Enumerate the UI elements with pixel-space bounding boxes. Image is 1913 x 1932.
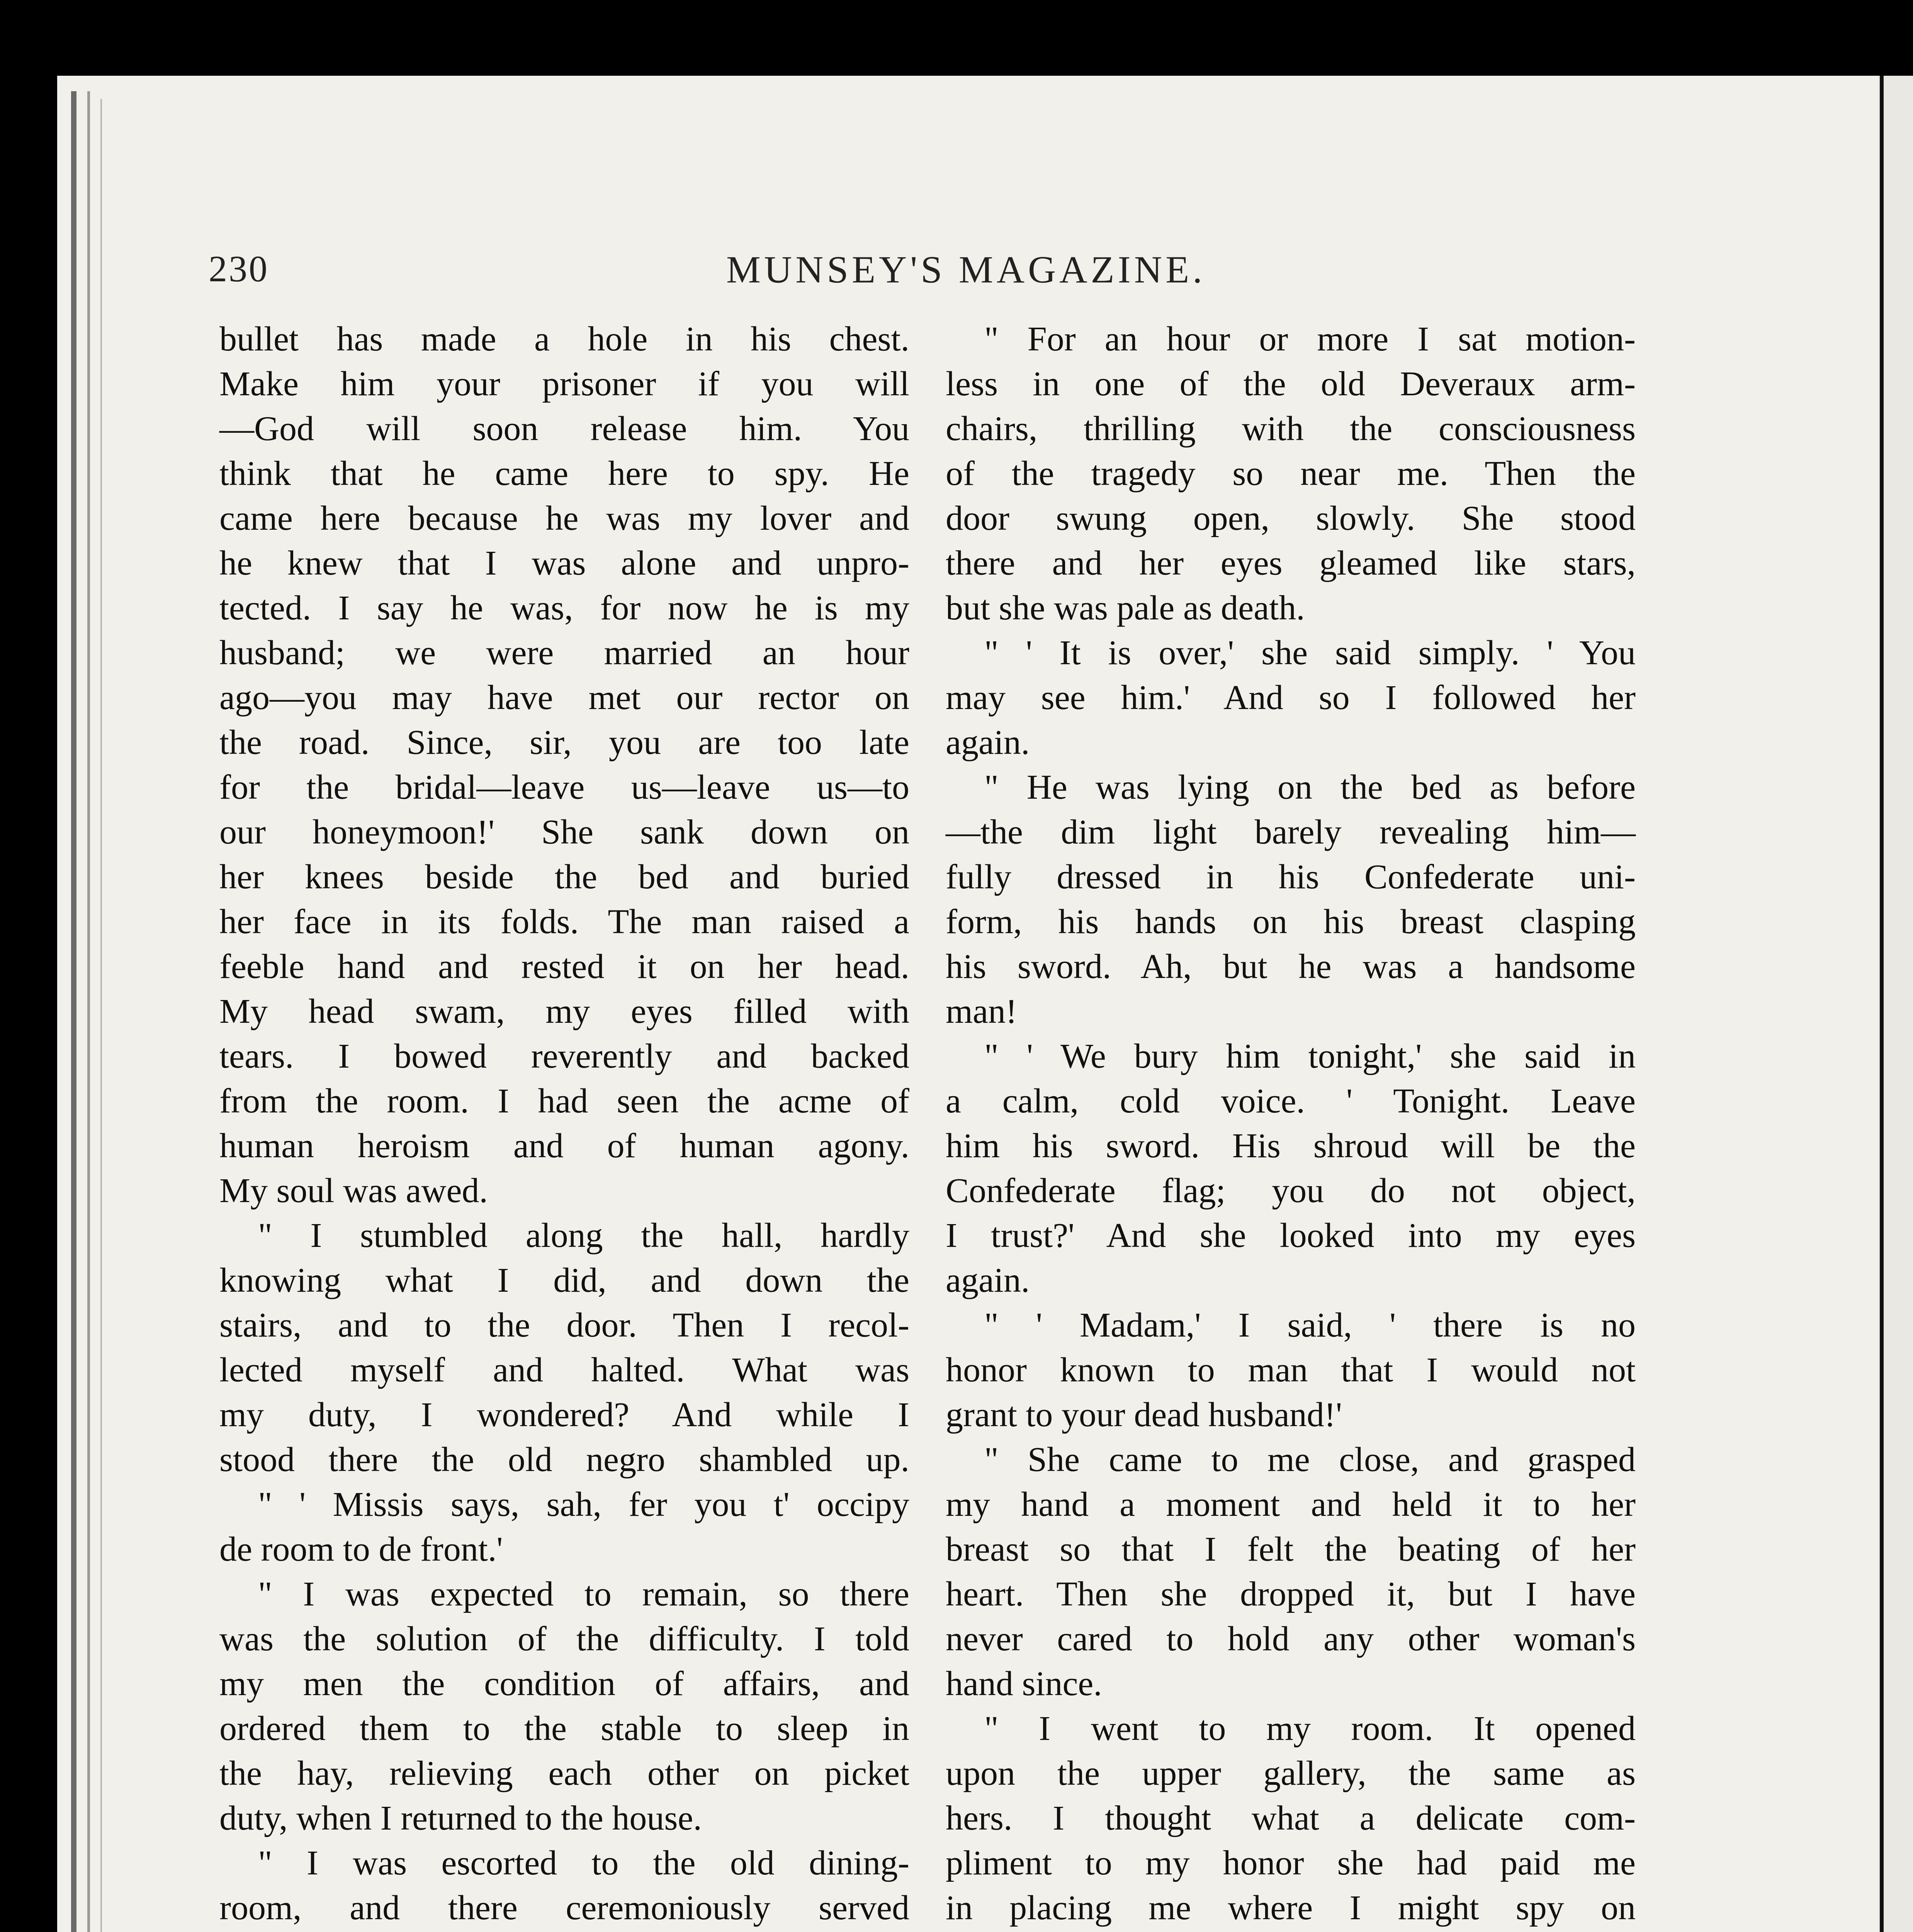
text-line: my hand a moment and held it to her [946, 1485, 1636, 1524]
text-line: his sword. Ah, but he was a handsome [946, 947, 1636, 986]
binding-edge-rule [87, 91, 90, 1932]
text-line: My soul was awed. [219, 1172, 488, 1210]
text-line: our honeymoon!' She sank down on [219, 813, 909, 851]
text-line: " She came to me close, and grasped [984, 1440, 1636, 1479]
text-line: came here because he was my lover and [219, 499, 909, 537]
text-line: lected myself and halted. What was [219, 1351, 909, 1389]
text-line: human heroism and of human agony. [219, 1127, 909, 1165]
text-line: think that he came here to spy. He [219, 454, 909, 493]
text-line: from the room. I had seen the acme of [219, 1082, 909, 1120]
text-line: ago—you may have met our rector on [219, 679, 909, 717]
text-line: again. [946, 723, 1030, 762]
binding-edge-rule [100, 99, 102, 1932]
text-line: " ' We bury him tonight,' she said in [984, 1037, 1636, 1075]
text-line: duty, when I returned to the house. [219, 1799, 702, 1837]
right-text-column [946, 317, 1636, 1932]
text-line: —God will soon release him. You [219, 410, 909, 448]
text-line: tected. I say he was, for now he is my [219, 589, 909, 627]
text-line: " He was lying on the bed as before [984, 768, 1636, 806]
text-line: form, his hands on his breast clasping [946, 903, 1636, 941]
text-line: less in one of the old Deveraux arm- [946, 365, 1636, 403]
text-line: " ' Missis says, sah, fer you t' occipy [258, 1485, 909, 1524]
text-line: my duty, I wondered? And while I [219, 1396, 909, 1434]
text-line: hers. I thought what a delicate com- [946, 1799, 1636, 1837]
text-line: Make him your prisoner if you will [219, 365, 909, 403]
text-line: " I was escorted to the old dining- [258, 1844, 909, 1882]
text-line: bullet has made a hole in his chest. [219, 320, 909, 358]
text-line: " I went to my room. It opened [984, 1709, 1636, 1748]
text-line: never cared to hold any other woman's [946, 1620, 1636, 1658]
text-line: stood there the old negro shambled up. [219, 1440, 909, 1479]
text-line: feeble hand and rested it on her head. [219, 947, 909, 986]
binding-edge-rule [71, 91, 76, 1932]
text-line: upon the upper gallery, the same as [946, 1754, 1636, 1793]
left-text-column [219, 317, 909, 1932]
text-line: " ' Madam,' I said, ' there is no [984, 1306, 1636, 1344]
text-line: her face in its folds. The man raised a [219, 903, 909, 941]
text-line: fully dressed in his Confederate uni- [946, 858, 1636, 896]
text-line: for the bridal—leave us—leave us—to [219, 768, 909, 806]
text-line: the hay, relieving each other on picket [219, 1754, 909, 1793]
text-line: her knees beside the bed and buried [219, 858, 909, 896]
text-line: man! [946, 992, 1017, 1031]
running-head: MUNSEY'S MAGAZINE. [726, 248, 1206, 291]
text-line: may see him.' And so I followed her [946, 679, 1636, 717]
text-line: knowing what I did, and down the [219, 1261, 909, 1299]
text-line: in placing me where I might spy on [946, 1889, 1636, 1927]
text-line: he knew that I was alone and unpro- [219, 544, 909, 582]
text-line: breast so that I felt the beating of her [946, 1530, 1636, 1568]
text-line: " ' It is over,' she said simply. ' You [984, 634, 1636, 672]
text-line: a calm, cold voice. ' Tonight. Leave [946, 1082, 1636, 1120]
text-line: I trust?' And she looked into my eyes [946, 1216, 1636, 1255]
text-line: ordered them to the stable to sleep in [219, 1709, 909, 1748]
text-line: hand since. [946, 1665, 1102, 1703]
page-gutter [1880, 76, 1884, 1932]
text-line: chairs, thrilling with the consciousness [946, 410, 1636, 448]
text-line: but she was pale as death. [946, 589, 1305, 627]
text-line: My head swam, my eyes filled with [219, 992, 909, 1031]
text-line: " I stumbled along the hall, hardly [258, 1216, 909, 1255]
text-line: grant to your dead husband!' [946, 1396, 1342, 1434]
text-line: —the dim light barely revealing him— [946, 813, 1636, 851]
text-line: was the solution of the difficulty. I told [219, 1620, 909, 1658]
text-line: there and her eyes gleamed like stars, [946, 544, 1636, 582]
text-line: honor known to man that I would not [946, 1351, 1636, 1389]
text-line: tears. I bowed reverently and backed [219, 1037, 909, 1075]
page-number: 230 [209, 248, 269, 289]
text-line: de room to de front.' [219, 1530, 503, 1568]
text-line: Confederate flag; you do not object, [946, 1172, 1636, 1210]
text-line: husband; we were married an hour [219, 634, 909, 672]
text-line: stairs, and to the door. Then I recol- [219, 1306, 909, 1344]
text-line: again. [946, 1261, 1030, 1299]
text-line: pliment to my honor she had paid me [946, 1844, 1636, 1882]
text-line: of the tragedy so near me. Then the [946, 454, 1636, 493]
text-line: the road. Since, sir, you are too late [219, 723, 909, 762]
text-line: " For an hour or more I sat motion- [984, 320, 1636, 358]
text-line: heart. Then she dropped it, but I have [946, 1575, 1636, 1613]
text-line [219, 1930, 909, 1932]
text-line: room, and there ceremoniously served [219, 1889, 909, 1927]
text-line: him his sword. His shroud will be the [946, 1127, 1636, 1165]
text-line: " I was expected to remain, so there [258, 1575, 909, 1613]
text-line [946, 1930, 1636, 1932]
text-line: door swung open, slowly. She stood [946, 499, 1636, 537]
text-line: my men the condition of affairs, and [219, 1665, 909, 1703]
